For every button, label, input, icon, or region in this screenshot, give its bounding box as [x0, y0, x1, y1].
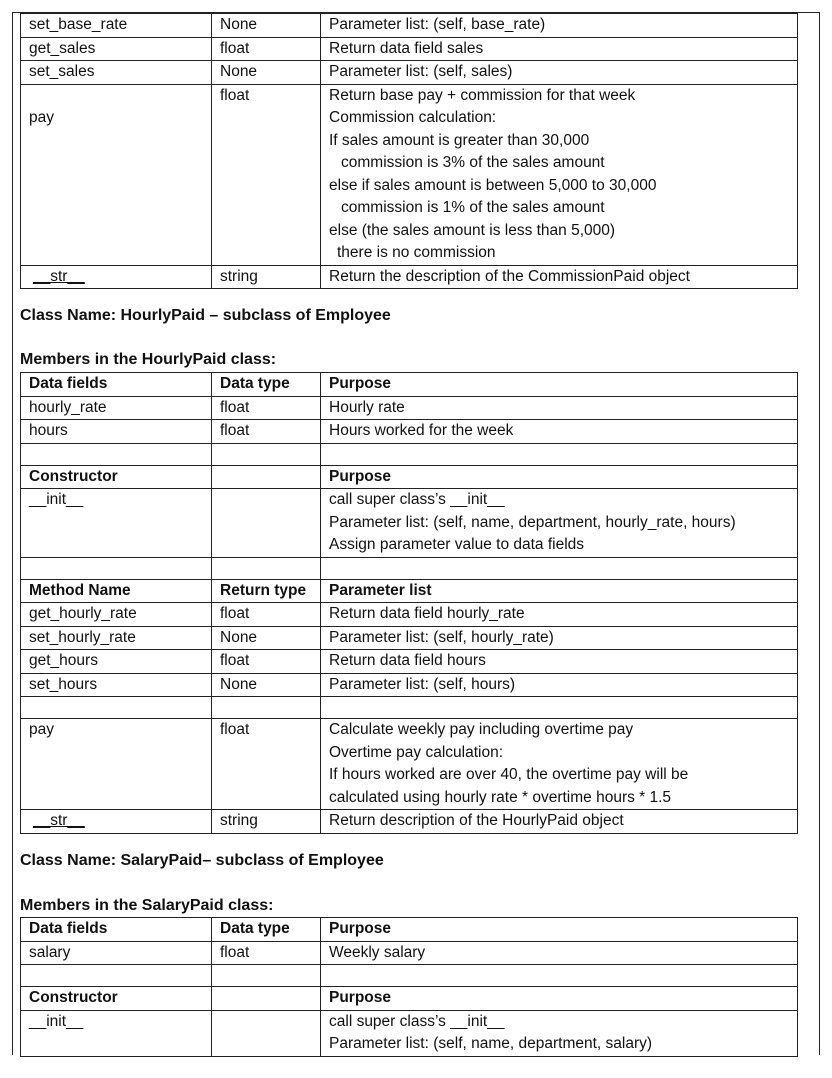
column-header: Method Name: [21, 579, 212, 603]
return-type: float: [212, 84, 321, 265]
purpose: Return base pay + commission for that week Commission calculation: If sales amount is greater than 30,000 commission is 3% of the sales amount else if sales amount is between 5,000 to 30,000 commission is 1% of the sales amount else (the sales amount is less than 5,000) there is no commission: [321, 84, 798, 265]
return-type: string: [212, 265, 321, 289]
column-header: Data type: [212, 918, 321, 942]
method-name: __str__: [21, 265, 212, 289]
column-header: Data fields: [21, 373, 212, 397]
method-name: set_sales: [21, 61, 212, 85]
table-row: [21, 489, 798, 558]
blank-row: [21, 697, 798, 719]
table-row: [21, 420, 798, 444]
field-name: hourly_rate: [21, 396, 212, 420]
blank-row: [21, 443, 798, 465]
return-type: None: [212, 626, 321, 650]
purpose: Return data field hourly_rate: [321, 603, 798, 627]
table-row: [21, 941, 798, 965]
constructor-name: __init__: [21, 489, 212, 558]
method-name: pay: [21, 719, 212, 810]
column-header: [212, 987, 321, 1011]
method-name: set_hourly_rate: [21, 626, 212, 650]
purpose: Return the description of the CommissionPaid object: [321, 265, 798, 289]
purpose: Return data field sales: [321, 37, 798, 61]
method-name: pay: [21, 84, 212, 265]
column-header: Purpose: [321, 373, 798, 397]
return-type: float: [212, 603, 321, 627]
method-name: get_hourly_rate: [21, 603, 212, 627]
table-header-row: [21, 918, 798, 942]
table-header-row: [21, 987, 798, 1011]
field-type: float: [212, 396, 321, 420]
table-row: [21, 396, 798, 420]
return-type: float: [212, 719, 321, 810]
purpose: call super class’s __init__ Parameter list: (self, name, department, salary): [321, 1010, 798, 1056]
column-header: Data type: [212, 373, 321, 397]
table-row: [21, 14, 798, 38]
return-type: float: [212, 37, 321, 61]
return-type: float: [212, 650, 321, 674]
column-header: Purpose: [321, 465, 798, 489]
constructor-name: __init__: [21, 1010, 212, 1056]
table-row: [21, 650, 798, 674]
purpose: Hours worked for the week: [321, 420, 798, 444]
purpose: Parameter list: (self, hours): [321, 673, 798, 697]
salary-members-table: [20, 917, 798, 1057]
class-name-heading: Class Name: HourlyPaid – subclass of Employee: [20, 307, 391, 324]
table-row: [21, 61, 798, 85]
table-row: [21, 265, 798, 289]
purpose: Parameter list: (self, sales): [321, 61, 798, 85]
hourly-members-table: [20, 372, 798, 834]
method-name: get_hours: [21, 650, 212, 674]
table-row: [21, 673, 798, 697]
table-header-row: [21, 579, 798, 603]
column-header: Return type: [212, 579, 321, 603]
column-header: Purpose: [321, 987, 798, 1011]
members-title: Members in the SalaryPaid class:: [20, 897, 274, 914]
purpose: Return description of the HourlyPaid object: [321, 810, 798, 834]
purpose: Return data field hours: [321, 650, 798, 674]
table-row: [21, 719, 798, 810]
table-row: [21, 810, 798, 834]
purpose: call super class’s __init__ Parameter list: (self, name, department, hourly_rate, hours) Assign parameter value to data fields: [321, 489, 798, 558]
method-name: __str__: [21, 810, 212, 834]
commission-methods-table: [20, 13, 798, 289]
column-header: Purpose: [321, 918, 798, 942]
table-row: [21, 84, 798, 265]
table-row: [21, 37, 798, 61]
return-type: None: [212, 673, 321, 697]
column-header: [212, 465, 321, 489]
purpose: Parameter list: (self, base_rate): [321, 14, 798, 38]
field-name: hours: [21, 420, 212, 444]
blank-row: [21, 965, 798, 987]
class-name-heading: Class Name: SalaryPaid– subclass of Employee: [20, 852, 384, 869]
table-row: [21, 1010, 798, 1056]
table-row: [21, 626, 798, 650]
table-row: [21, 603, 798, 627]
purpose: Calculate weekly pay including overtime pay Overtime pay calculation: If hours worked are over 40, the overtime pay will be calculated using hourly rate * overtime hours * 1.5: [321, 719, 798, 810]
table-header-row: [21, 465, 798, 489]
field-name: salary: [21, 941, 212, 965]
purpose: Weekly salary: [321, 941, 798, 965]
return-type: None: [212, 14, 321, 38]
field-type: float: [212, 420, 321, 444]
purpose: Hourly rate: [321, 396, 798, 420]
field-type: float: [212, 941, 321, 965]
column-header: Data fields: [21, 918, 212, 942]
method-name: set_hours: [21, 673, 212, 697]
column-header: Parameter list: [321, 579, 798, 603]
members-title: Members in the HourlyPaid class:: [20, 351, 277, 368]
return-type: string: [212, 810, 321, 834]
method-name: set_base_rate: [21, 14, 212, 38]
column-header: Constructor: [21, 465, 212, 489]
blank-row: [21, 557, 798, 579]
return-type: None: [212, 61, 321, 85]
column-header: Constructor: [21, 987, 212, 1011]
table-header-row: [21, 373, 798, 397]
purpose: Parameter list: (self, hourly_rate): [321, 626, 798, 650]
method-name: get_sales: [21, 37, 212, 61]
